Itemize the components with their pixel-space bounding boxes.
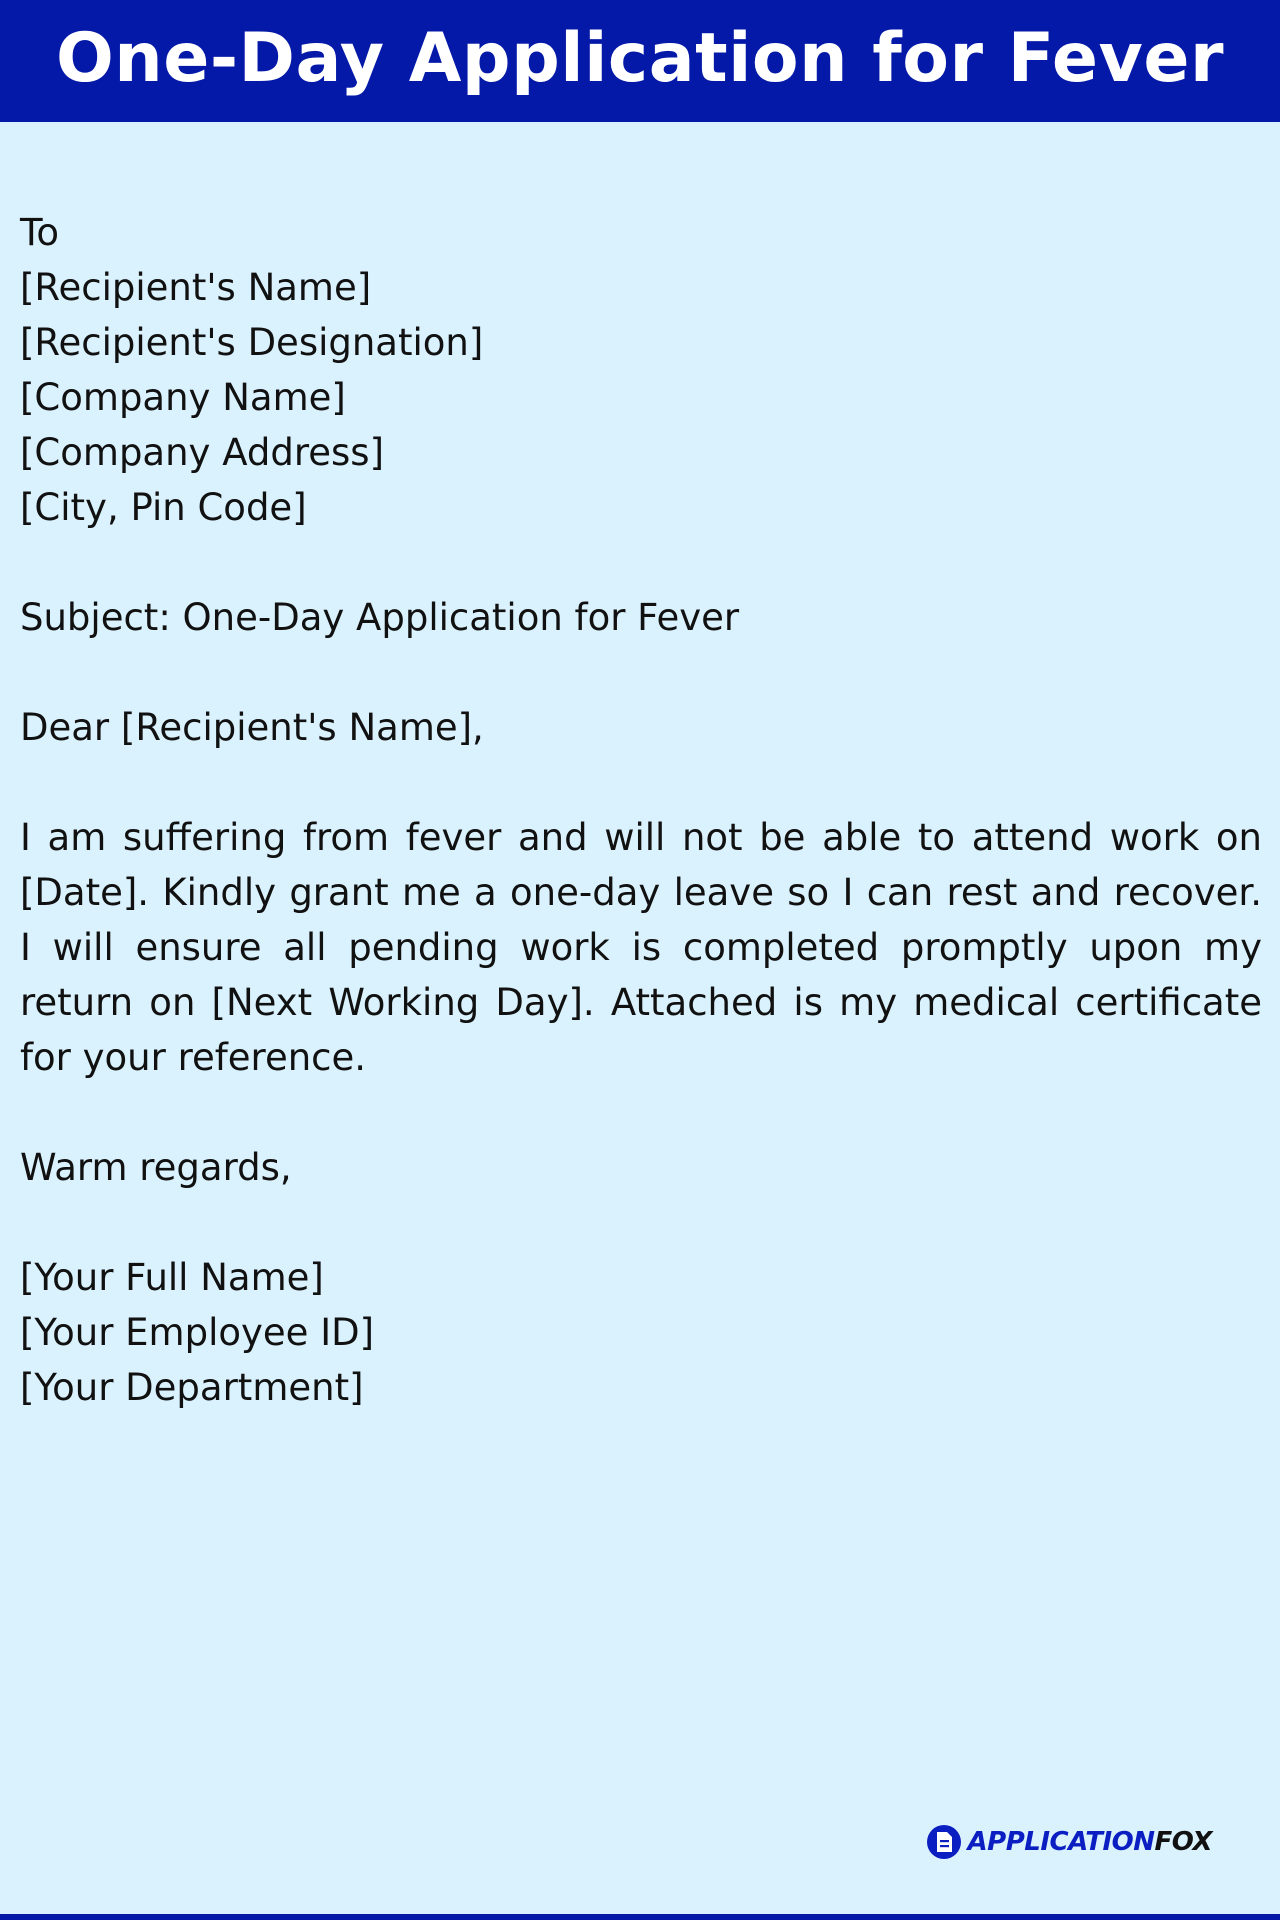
salutation: Dear [Recipient's Name], (20, 706, 484, 749)
document-icon (926, 1824, 962, 1860)
spacer (20, 1195, 1262, 1250)
closing: Warm regards, (20, 1146, 292, 1189)
recipient-line: [Company Name] (20, 376, 346, 419)
applicationfox-logo (926, 1824, 1212, 1860)
recipient-block (20, 205, 1262, 535)
logo-text-fox: FOX (1154, 1827, 1212, 1857)
body-paragraph: I am suffering from fever and will not be able to attend work on [Date]. Kindly grant me a one-day leave so I can rest and recover. I will ensure all pending work is completed promptly upon my return on [Next Working Day]. Attached is my medical certificate for your reference. (20, 816, 1262, 1079)
signature-line: [Your Employee ID] (20, 1311, 375, 1354)
letter-body (20, 205, 1262, 1415)
spacer (20, 1085, 1262, 1140)
recipient-line: [Recipient's Designation] (20, 321, 484, 364)
signature-block (20, 1250, 1262, 1415)
signature-line: [Your Department] (20, 1366, 364, 1409)
recipient-line: To (20, 211, 59, 254)
spacer (20, 645, 1262, 700)
footer-bar (0, 1914, 1280, 1920)
header-banner (0, 0, 1280, 122)
spacer (20, 535, 1262, 590)
spacer (20, 755, 1262, 810)
subject-line: Subject: One-Day Application for Fever (20, 596, 740, 639)
page-title: One-Day Application for Fever (55, 18, 1224, 98)
signature-line: [Your Full Name] (20, 1256, 324, 1299)
logo-wordmark (968, 1827, 1212, 1857)
logo-text-application: APPLICATION (967, 1827, 1155, 1857)
recipient-line: [Recipient's Name] (20, 266, 372, 309)
recipient-line: [City, Pin Code] (20, 486, 307, 529)
recipient-line: [Company Address] (20, 431, 385, 474)
